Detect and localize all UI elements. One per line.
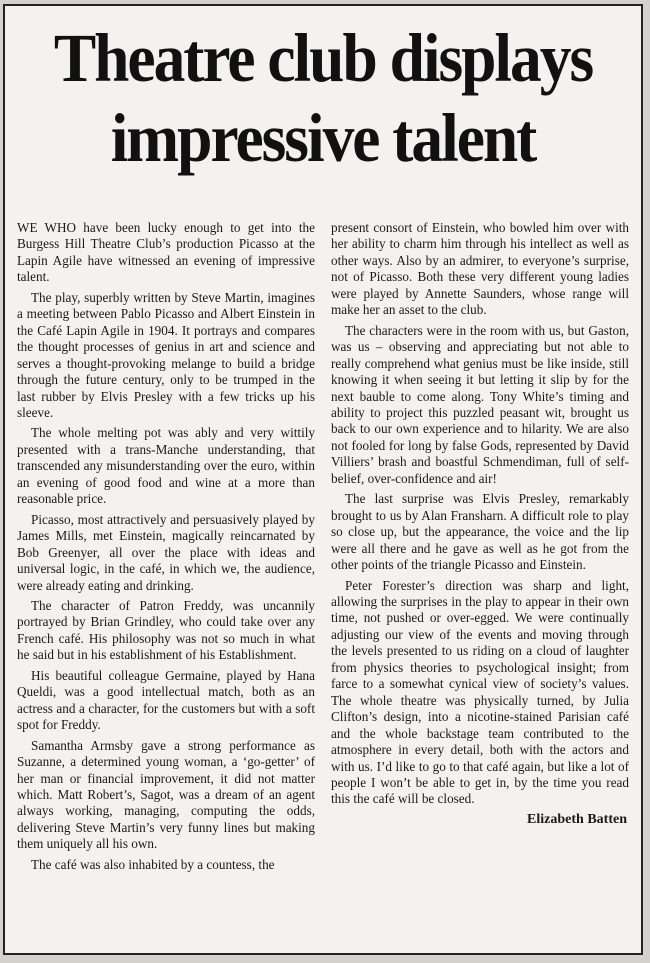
paragraph: The whole melting pot was ably and very wittily presented with a trans-Manche understanding, that transcended any misunderstanding over the euro, within an evening of good food and wine at a more than reasonable price. [17,425,315,507]
headline [30,18,615,178]
paragraph: Picasso, most attractively and persuasively played by James Mills, met Einstein, magically reincarnated by Bob Greenyer, all over the place with ideas and universal logic, in the café, in which we, the audience, were already eating and drinking. [17,511,315,593]
article-body [17,220,629,877]
newspaper-clipping [3,4,643,955]
paragraph: The last surprise was Elvis Presley, remarkably brought to us by Alan Fransharn. A difficult role to play so close up, but the appearance, the voice and the lip were all there and he gave as well as he got from the other points of the triangle Picasso and Einstein. [331,491,629,573]
byline: Elizabeth Batten [527,811,627,827]
paragraph: The character of Patron Freddy, was uncannily portrayed by Brian Grindley, who could take over any French café. His philosophy was not so much in what he said but in his establishment of his Establishment. [17,597,315,663]
right-column [331,220,629,877]
paragraph: Peter Forester’s direction was sharp and light, allowing the surprises in the play to appear in their own time, not pushed or over-egged. We were continually adjusting our view of the events and moving through the levels presented to us riding on a cloud of laughter from physics theories to psychological insight; from farce to a somewhat cynical view of society’s values. The whole theatre was physically turned, by Julia Clifton’s design, into a nicotine-stained Parisian café and the whole backstage team contributed to the atmosphere in every detail, both with the actors and with us. I’d like to go to that café again, but like a lot of people I won’t be able to get in, by the time you read this the café will be closed. [331,577,629,807]
paragraph: present consort of Einstein, who bowled him over with her ability to charm him through his intellect as well as other ways. Also by an admirer, to everyone’s surprise, not of Picasso. Both these very different young ladies were played by Annette Saunders, whose range will make her an asset to the club. [331,220,629,318]
headline-line-2: impressive talent [110,100,536,176]
paragraph: The café was also inhabited by a countess, the [31,856,275,872]
paragraph: WE WHO have been lucky enough to get into the Burgess Hill Theatre Club’s production Picasso at the Lapin Agile have witnessed an evening of impressive talent. [17,220,315,285]
paragraph: His beautiful colleague Germaine, played by Hana Queldi, was a good intellectual match, both as an actress and a character, for the customers but with a soft spot for Freddy. [17,667,315,733]
headline-line-1: Theatre club displays [53,20,593,96]
paragraph: The characters were in the room with us, but Gaston, was us – observing and appreciating but not able to really comprehend what genius must be like inside, still knowing it when seeing it but letting it slip by for the next bauble to come along. Tony White’s timing and ability to project this puzzled peasant wit, brought us back to our own experience and to hilarity. We are also not fooled for long by false Gods, represented by David Villiers’ brash and boastful Schmendiman, full of self-belief, over-confidence and air! [331,322,629,486]
left-column [17,220,315,877]
paragraph: Samantha Armsby gave a strong performance as Suzanne, a determined young woman, a ‘go-getter’ of her man or financial improvement, it did not matter which. Matt Robert’s, Sagot, was a dream of an agent always working, managing, computing the odds, delivering Steve Martin’s very funny lines but making them uniquely all his own. [17,737,315,852]
paragraph: The play, superbly written by Steve Martin, imagines a meeting between Pablo Picasso and Albert Einstein in the Café Lapin Agile in 1904. It portrays and compares the thought processes of genius in art and science and serves a thought-provoking melange to build a bridge through the future century, only to be trumped in the last rubber by Elvis Presley with a few tricks up his sleeve. [17,289,315,420]
